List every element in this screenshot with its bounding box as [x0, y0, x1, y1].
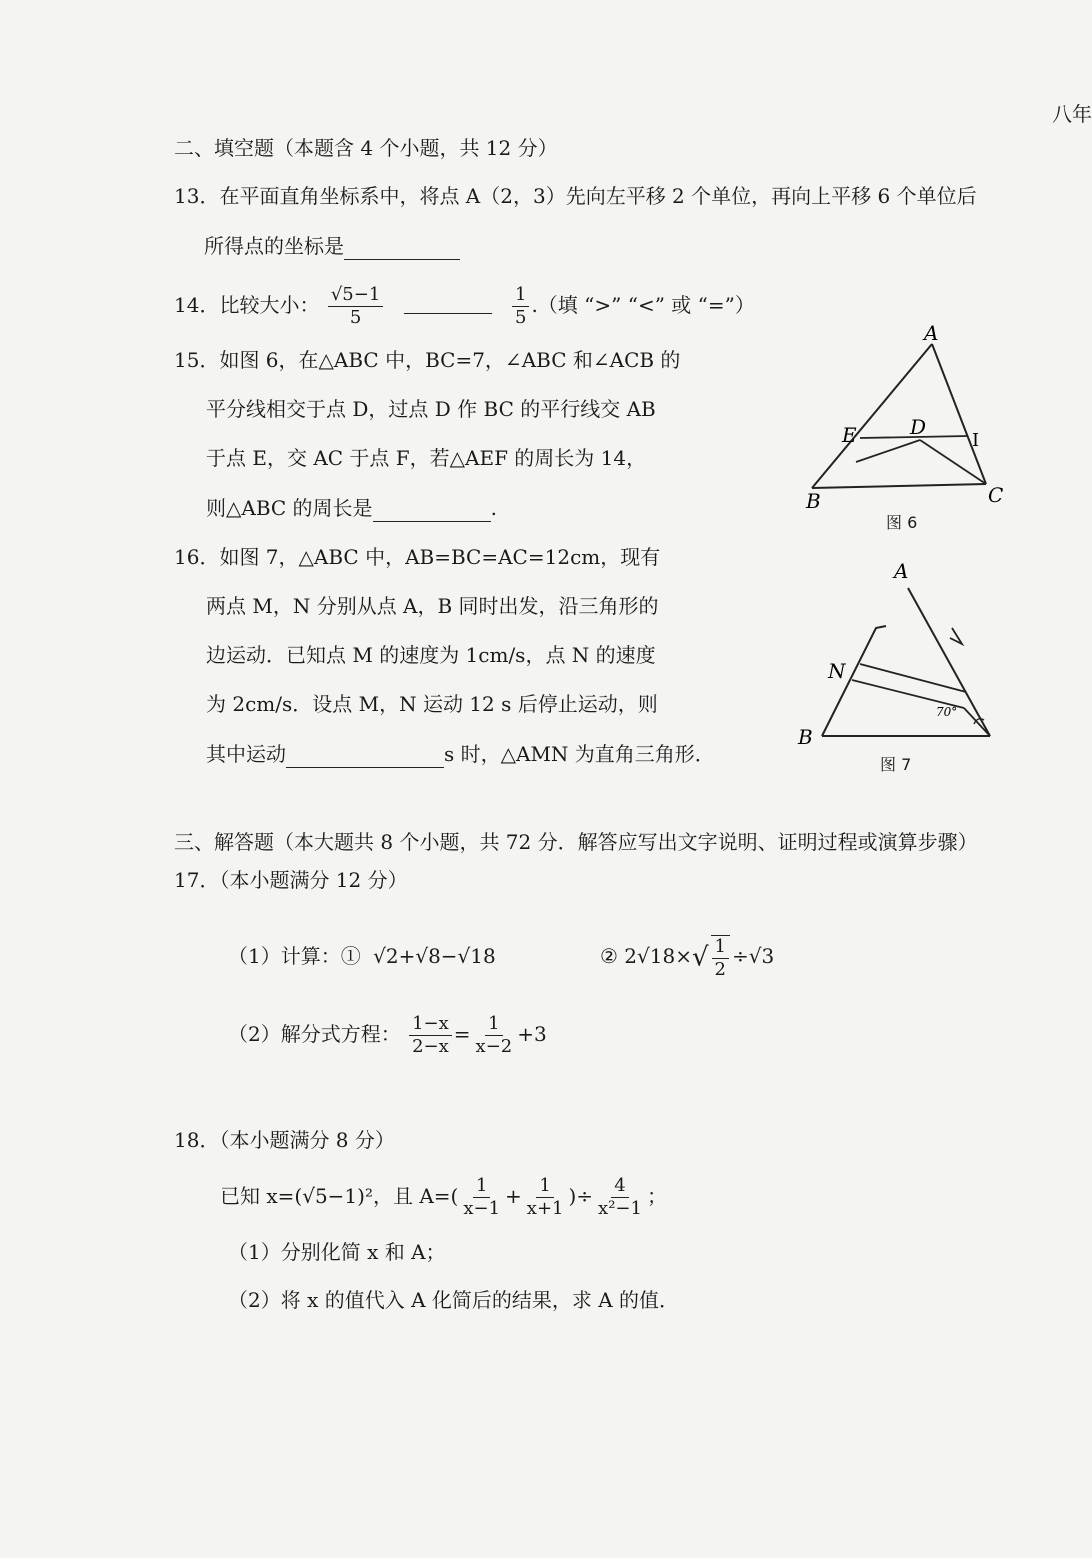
q15-line1: 15．如图 6，在△ABC 中，BC=7，∠ABC 和∠ACB 的: [174, 348, 681, 372]
q18-given-prefix: 已知 x=(√5−1)²，且 A=(: [220, 1184, 459, 1208]
fig6-label-a: A: [924, 321, 939, 345]
q18-fraction-3: [595, 1175, 645, 1220]
q17-part1: [228, 930, 496, 982]
q17-part1b-num: 1: [712, 936, 729, 959]
q14-frac2-den: 5: [515, 307, 527, 328]
q18-f1-num: 1: [473, 1175, 490, 1198]
q17-part2-left-fraction: [409, 1013, 452, 1058]
fig6-bisector-b: [856, 440, 920, 462]
q17-part2-right-fraction: [473, 1013, 516, 1058]
q17-part1b-den: 2: [714, 958, 726, 980]
fig7-line-mn: [860, 664, 966, 692]
q17-part1-prefix: （1）计算：①: [228, 944, 361, 968]
q17-part2-l-num: 1−x: [409, 1013, 452, 1036]
q16-line2: 两点 M，N 分别从点 A，B 同时出发，沿三角形的: [206, 594, 659, 618]
q16-line3: 边运动．已知点 M 的速度为 1cm/s，点 N 的速度: [206, 643, 656, 667]
q18-part1: （1）分别化简 x 和 A；: [228, 1240, 446, 1264]
q14-prefix: 14．比较大小：: [174, 293, 320, 317]
section3-title: 三、解答题（本大题共 8 个小题，共 72 分．解答应写出文字说明、证明过程或演算步骤）: [174, 830, 978, 854]
q18-semi: ；: [646, 1184, 667, 1208]
q15-line4: [206, 494, 497, 522]
fig7-line-mn-2: [852, 680, 964, 708]
q18-f3-num: 4: [611, 1175, 628, 1198]
q18-f2-den: x+1: [526, 1198, 564, 1219]
q18-plus: +: [505, 1184, 522, 1208]
q18-fraction-2: [524, 1175, 567, 1220]
q18-fraction-1: [460, 1175, 503, 1220]
fig6-label-d: D: [910, 415, 927, 439]
q16-line4: 为 2cm/s．设点 M，N 运动 12 s 后停止运动，则: [206, 692, 658, 716]
fig7-caption: 图 7: [880, 755, 912, 774]
fig6-side-bc: [812, 484, 986, 488]
q14-fraction-left: [328, 284, 383, 329]
fig7-label-a: A: [894, 559, 909, 583]
fig7-label-n: N: [828, 659, 846, 683]
q16-answer-blank[interactable]: [286, 745, 444, 768]
fig6-label-f: I: [972, 430, 980, 451]
q13-line2: [204, 232, 460, 260]
q14-frac1-num: √5−1: [328, 284, 383, 307]
q18-header: 18．（本小题满分 8 分）: [174, 1128, 395, 1152]
q13-line1: 13．在平面直角坐标系中，将点 A（2，3）先向左平移 2 个单位，再向上平移 6 个单位后: [174, 184, 977, 208]
q15-end: .: [490, 496, 497, 520]
q18-f2-num: 1: [536, 1175, 553, 1198]
q17-part2-l-den: 2−x: [412, 1036, 449, 1057]
q17-part1-expr1: √2+√8−√18: [373, 944, 496, 968]
fig6-side-ac: [932, 344, 986, 484]
q13-line2-text: 所得点的坐标是: [204, 234, 344, 258]
q17-part2-r-den: x−2: [475, 1036, 513, 1057]
q14-answer-blank[interactable]: [404, 299, 492, 314]
q17-part2-prefix: （2）解分式方程：: [228, 1022, 401, 1046]
q17-part2-eq: =: [453, 1022, 471, 1046]
q14-fraction-right: [512, 284, 529, 329]
q16-line5-suffix: s 时，△AMN 为直角三角形．: [444, 742, 715, 766]
fig7-arrow-icon: [950, 628, 962, 644]
q16-line1: 16．如图 7，△ABC 中，AB=BC=AC=12cm，现有: [174, 545, 661, 569]
q17-part1b-fraction: [711, 935, 730, 981]
q17-sqrt-icon: √: [691, 942, 709, 973]
corner-tag: 八年: [1052, 102, 1092, 126]
fig6-caption: 图 6: [886, 513, 918, 532]
q15-line2: 平分线相交于点 D，过点 D 作 BC 的平行线交 AB: [206, 397, 656, 421]
q14-suffix: .（填 “>” “<” 或 “=”）: [531, 293, 755, 317]
q17-part1b: [600, 930, 774, 984]
fig6-label-c: C: [988, 483, 1004, 507]
q15-answer-blank[interactable]: [373, 499, 491, 522]
q17-part2-r-num: 1: [485, 1013, 502, 1036]
fig6-label-b: B: [806, 489, 821, 513]
figure-7: [790, 556, 1010, 756]
q14-frac1-den: 5: [349, 307, 362, 328]
q16-line5: [206, 740, 715, 768]
section2-title: 二、填空题（本题含 4 个小题，共 12 分）: [174, 136, 558, 160]
q16-line5-prefix: 其中运动: [206, 742, 286, 766]
q17-header: 17．（本小题满分 12 分）: [174, 868, 408, 892]
q15-line3: 于点 E，交 AC 于点 F，若△AEF 的周长为 14，: [206, 446, 647, 470]
q17-part1b-prefix: ② 2√18×: [600, 944, 692, 968]
fig6-label-e: E: [842, 423, 857, 447]
fig7-label-b: B: [798, 725, 813, 749]
q15-line4-text: 则△ABC 的周长是: [206, 496, 373, 520]
q18-f3-den: x²−1: [598, 1198, 642, 1219]
q18-f1-den: x−1: [463, 1198, 501, 1219]
q17-part1b-suffix: ÷√3: [732, 944, 775, 968]
q18-div: )÷: [568, 1184, 594, 1208]
q17-part2: [228, 1008, 547, 1060]
q17-part2-tail: +3: [517, 1022, 547, 1046]
figure-6: [790, 316, 1020, 516]
q14-line: [174, 280, 755, 330]
q18-given: [220, 1170, 667, 1222]
q14-frac2-num: 1: [512, 284, 529, 307]
fig7-label-angle: 70°: [936, 705, 958, 719]
q13-answer-blank[interactable]: [344, 237, 460, 260]
q18-part2: （2）将 x 的值代入 A 化简后的结果，求 A 的值．: [228, 1288, 680, 1312]
